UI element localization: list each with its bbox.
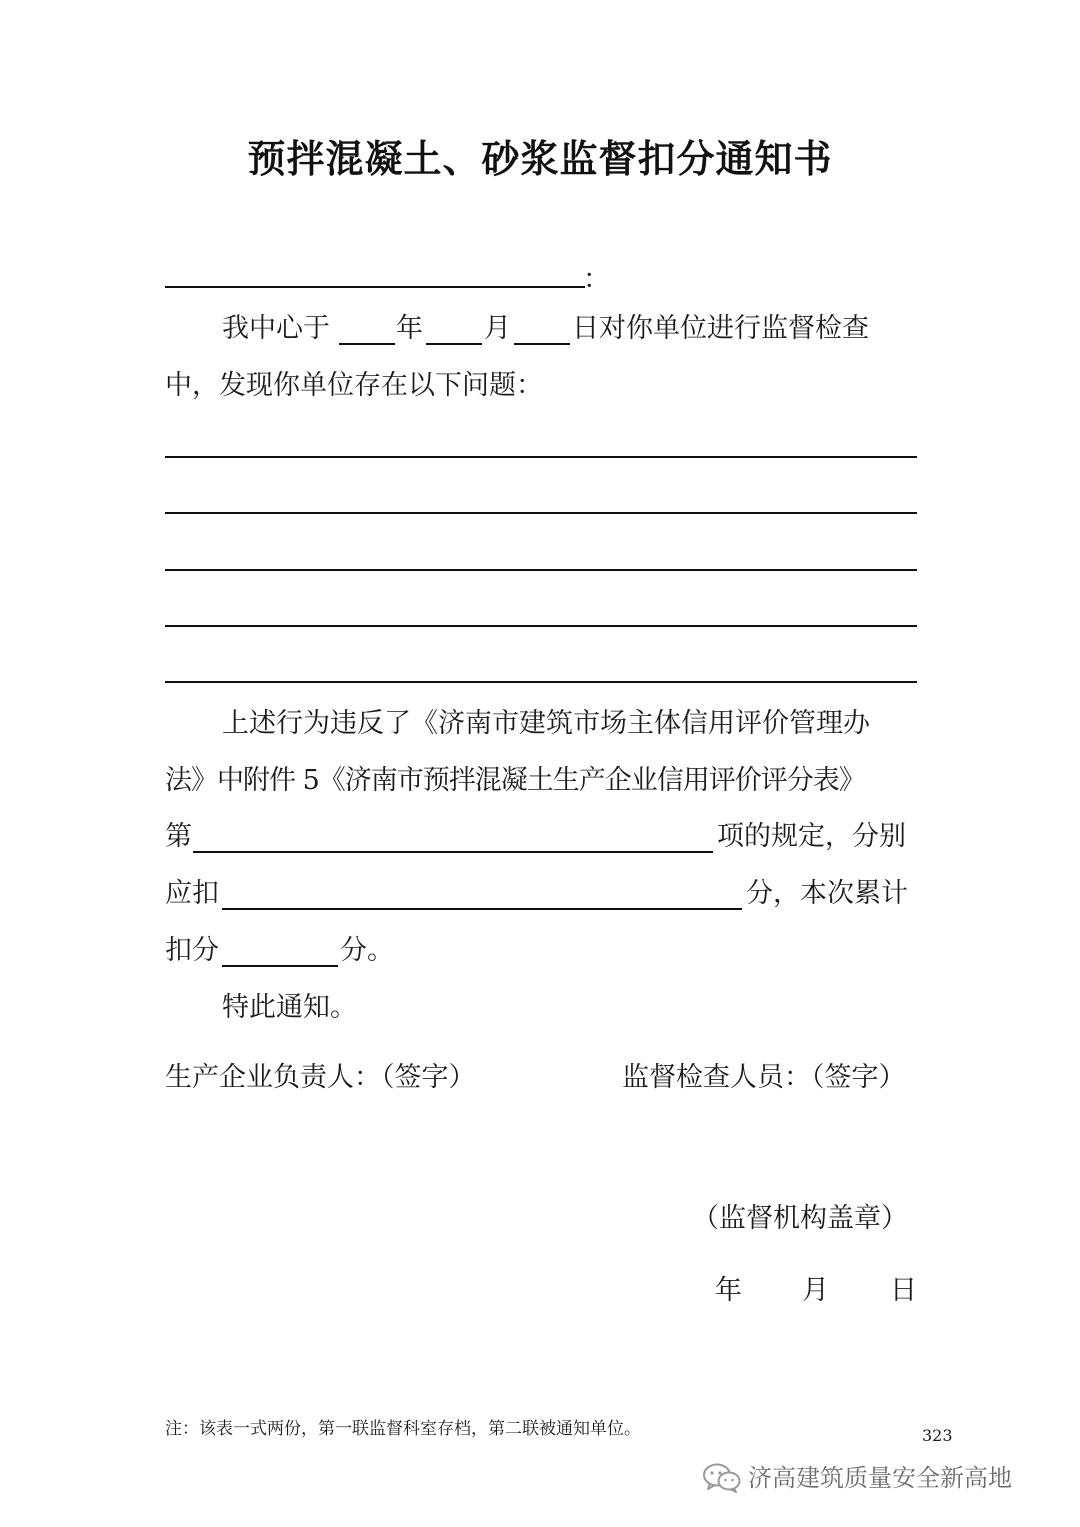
total-prefix: 扣分 — [165, 935, 219, 966]
para2-line1: 上述行为违反了《济南市建筑市场主体信用评价管理办 — [222, 708, 870, 739]
deduct-blank[interactable] — [222, 908, 742, 910]
date-month: 月 — [802, 1275, 829, 1306]
problem-line-2[interactable] — [165, 512, 917, 514]
day-blank-year[interactable] — [339, 343, 395, 345]
total-blank[interactable] — [222, 965, 338, 967]
watermark-text: 济高建筑质量安全新高地 — [748, 1464, 1012, 1492]
item-blank[interactable] — [193, 851, 713, 853]
date-day: 日 — [890, 1275, 917, 1306]
deduct-suffix: 分，本次累计 — [746, 878, 908, 909]
deduct-prefix: 应扣 — [165, 878, 219, 909]
addressee-blank[interactable] — [165, 286, 585, 288]
problem-line-1[interactable] — [165, 456, 917, 458]
total-suffix: 分。 — [340, 935, 394, 966]
date-year: 年 — [715, 1275, 742, 1306]
para2-line2: 法》中附件 5《济南市预拌混凝土生产企业信用评价评分表》 — [165, 765, 865, 796]
document-title: 预拌混凝土、砂浆监督扣分通知书 — [247, 137, 833, 181]
para1-line2: 中，发现你单位存在以下问题： — [165, 370, 543, 401]
para1-month: 月 — [484, 313, 511, 344]
problem-line-5[interactable] — [165, 681, 917, 683]
seal-text: （监督机构盖章） — [692, 1203, 908, 1234]
addressee-colon: ： — [583, 264, 610, 295]
item-prefix: 第 — [165, 821, 192, 852]
day-blank-month[interactable] — [426, 343, 482, 345]
problem-line-4[interactable] — [165, 625, 917, 627]
page-number: 323 — [922, 1426, 953, 1445]
wechat-icon — [702, 1462, 742, 1494]
para1-prefix: 我中心于 — [222, 313, 330, 344]
para1-suffix: 日对你单位进行监督检查 — [572, 313, 869, 344]
item-suffix: 项的规定，分别 — [717, 821, 906, 852]
footnote: 注：该表一式两份，第一联监督科室存档，第二联被通知单位。 — [165, 1419, 641, 1439]
para1-year: 年 — [396, 313, 423, 344]
enterprise-signature: 生产企业负责人：（签字） — [165, 1062, 476, 1093]
notice-text: 特此通知。 — [222, 992, 357, 1023]
inspector-signature: 监督检查人员：（签字） — [622, 1062, 906, 1093]
problem-line-3[interactable] — [165, 569, 917, 571]
day-blank-day[interactable] — [514, 343, 570, 345]
